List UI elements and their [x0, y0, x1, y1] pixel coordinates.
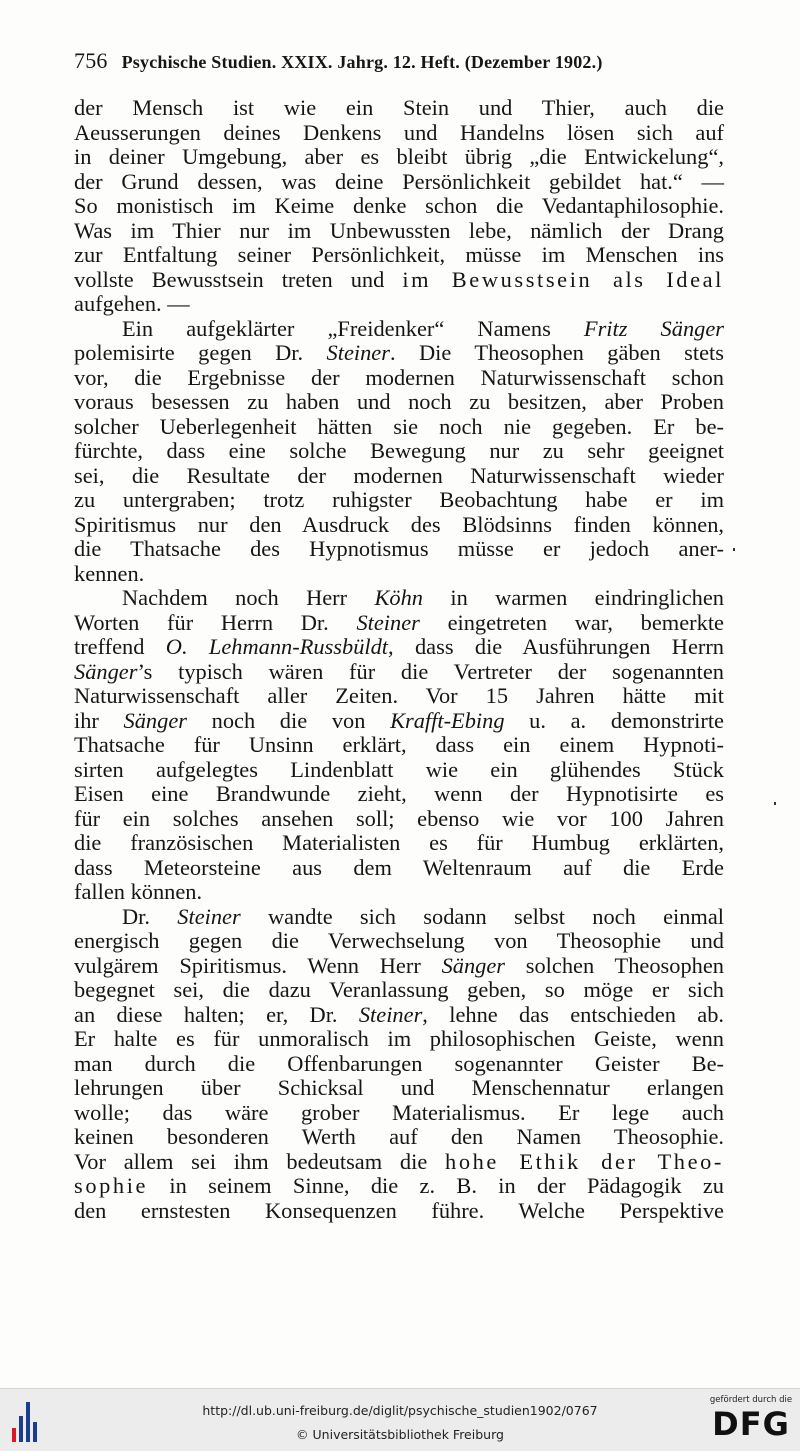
text-span: wolle; das wäre grober Materialismus. Er lege auch: [74, 1099, 724, 1125]
text-line: [74, 758, 724, 783]
spaced-emphasis: sophie: [74, 1173, 149, 1198]
text-line: [74, 709, 724, 734]
body-text: [74, 96, 724, 1223]
text-span: Er halte es für unmoralisch im philosophischen Geiste, wenn: [74, 1026, 724, 1051]
text-line: [74, 415, 724, 440]
text-line: [74, 905, 724, 930]
text-span: solchen Theosophen: [505, 952, 724, 978]
text-span: Nachdem noch Herr: [122, 585, 375, 610]
text-span: die französischen Materialisten es für Humbug erklärten,: [74, 830, 724, 855]
text-span: lehrungen über Schicksal und Menschennatur erlangen: [74, 1075, 724, 1100]
text-line: [74, 782, 724, 807]
text-line: [74, 219, 724, 244]
italic-name: Steiner: [356, 609, 420, 635]
text-span: kennen.: [74, 560, 145, 586]
text-span: man durch die Offenbarungen sogenannter Geister Be-: [74, 1050, 724, 1076]
text-span: an diese halten; er, Dr.: [74, 1001, 359, 1027]
text-line: [74, 243, 724, 268]
spaced-emphasis: hohe Ethik der Theo-: [445, 1148, 724, 1174]
text-span: voraus besessen zu haben und noch zu besitzen, aber Proben: [74, 389, 724, 414]
dfg-logo: DFG: [712, 1405, 790, 1443]
margin-speck: [774, 802, 776, 805]
text-span: die Thatsache des Hypnotismus müsse er jedoch aner-: [74, 536, 724, 561]
italic-name: Sänger: [441, 952, 505, 978]
text-span: Ein aufgeklärter „Freidenker“ Namens: [122, 315, 584, 341]
text-span: eingetreten war, bemerkte: [419, 609, 724, 635]
bottom-edge-scrap: [56, 1377, 526, 1387]
text-span: keinen besonderen Werth auf den Namen Theosophie.: [74, 1124, 724, 1149]
text-span: sei, die Resultate der modernen Naturwissenschaft wieder: [74, 462, 724, 488]
text-span: in deiner Umgebung, aber es bleibt übrig „die Entwickelung“,: [74, 144, 724, 169]
copyright-notice: © Universitätsbibliothek Freiburg: [296, 1427, 504, 1442]
text-span: aufgehen. —: [74, 291, 190, 316]
text-line: [74, 341, 724, 366]
text-span: Vor allem sei ihm bedeutsam die: [74, 1148, 446, 1174]
text-span: noch die von: [186, 707, 391, 733]
text-span: solcher Ueberlegenheit hätten sie noch nie gegeben. Er be-: [74, 413, 724, 439]
text-line: [74, 831, 724, 856]
text-line: [74, 292, 724, 317]
italic-name: Sänger: [74, 658, 138, 684]
text-line: [74, 562, 724, 587]
italic-name: O. Lehmann-Russbüldt: [165, 634, 389, 659]
text-line: [74, 439, 724, 464]
text-span: Dr.: [122, 903, 178, 929]
text-line: [74, 145, 724, 170]
text-line: [74, 121, 724, 146]
text-line: [74, 586, 724, 611]
text-span: wandte sich sodann selbst noch einmal: [240, 903, 725, 929]
text-line: [74, 268, 724, 293]
text-line: [74, 1125, 724, 1150]
text-line: [74, 856, 724, 881]
text-line: [74, 366, 724, 391]
text-span: Was im Thier nur im Unbewussten lebe, nämlich der Drang: [74, 217, 724, 243]
text-span: , lehne das entschieden ab.: [422, 1001, 725, 1027]
text-line: [74, 537, 724, 562]
text-line: [74, 733, 724, 758]
text-line: [74, 807, 724, 832]
text-line: [74, 1027, 724, 1052]
text-line: [74, 611, 724, 636]
running-title: Psychische Studien. XXIX. Jahrg. 12. Heft. (Dezember 1902.): [121, 52, 603, 72]
text-span: den ernstesten Konsequenzen führe. Welche Perspektive: [74, 1197, 724, 1223]
text-span: der Grund dessen, was deine Persönlichkeit gebildet hat.“ —: [74, 168, 724, 194]
text-line: [74, 929, 724, 954]
text-line: [74, 488, 724, 513]
text-span: fallen können.: [74, 879, 203, 904]
text-span: für ein solches ansehen soll; ebenso wie vor 100 Jahren: [74, 805, 724, 831]
text-span: u. a. demonstrirte: [504, 707, 724, 733]
text-line: [74, 684, 724, 709]
text-span: sirten aufgelegtes Lindenblatt wie ein glühendes Stück: [74, 756, 724, 782]
dfg-tagline: gefördert durch die: [709, 1395, 793, 1405]
spaced-emphasis: im Bewusstsein als Ideal: [402, 266, 724, 292]
text-span: zu untergraben; trotz ruhigster Beobachtung habe er im: [74, 487, 724, 512]
text-span: fürchte, dass eine solche Bewegung nur zu sehr geeignet: [74, 438, 724, 463]
italic-name: Steiner: [326, 340, 390, 365]
text-line: [74, 880, 724, 905]
text-span: in seinem Sinne, die z. B. in der Pädagogik zu: [148, 1173, 724, 1198]
margin-speck: [733, 548, 735, 551]
text-span: Worten für Herrn Dr.: [74, 609, 357, 635]
italic-name: Sänger: [123, 707, 187, 733]
text-span: der Mensch ist wie ein Stein und Thier, auch die: [74, 95, 724, 120]
running-header: [74, 48, 724, 74]
text-span: , dass die Ausführungen Herrn: [388, 634, 724, 659]
text-span: vor, die Ergebnisse der modernen Naturwissenschaft schon: [74, 364, 724, 390]
text-line: [74, 1003, 724, 1028]
text-span: in warmen eindringlichen: [423, 585, 724, 610]
italic-name: Krafft-Ebing: [390, 707, 505, 733]
text-line: [74, 1199, 724, 1224]
italic-name: Steiner: [177, 903, 241, 929]
text-line: [74, 660, 724, 685]
text-span: . Die Theosophen gäben stets: [389, 340, 724, 365]
text-span: zur Entfaltung seiner Persönlichkeit, müsse im Menschen ins: [74, 242, 724, 267]
text-span: dass Meteorsteine aus dem Weltenraum auf die Erde: [74, 854, 724, 880]
text-line: [74, 194, 724, 219]
text-span: treffend: [74, 634, 166, 659]
text-span: vulgärem Spiritismus. Wenn Herr: [74, 952, 442, 978]
text-span: Eisen eine Brandwunde zieht, wenn der Hypnotisirte es: [74, 781, 724, 806]
text-span: Naturwissenschaft aller Zeiten. Vor 15 Jahren hätte mit: [74, 683, 724, 708]
text-span: ’s typisch wären für die Vertreter der sogenannten: [137, 658, 724, 684]
text-line: [74, 1101, 724, 1126]
text-span: Spiritismus nur den Ausdruck des Blödsinns finden können,: [74, 511, 724, 537]
text-line: [74, 978, 724, 1003]
text-line: [74, 1052, 724, 1077]
text-span: ihr: [74, 707, 124, 733]
text-line: [74, 1174, 724, 1199]
text-span: So monistisch im Keime denke schon die Vedantaphilosophie.: [74, 193, 724, 218]
text-span: vollste Bewusstsein treten und: [74, 266, 403, 292]
text-line: [74, 96, 724, 121]
italic-name: Steiner: [358, 1001, 423, 1027]
italic-name: Köhn: [374, 585, 423, 610]
italic-name: Fritz Sänger: [583, 315, 724, 341]
text-span: Aeusserungen deines Denkens und Handelns lösen sich auf: [74, 119, 724, 145]
text-line: [74, 954, 724, 979]
text-line: [74, 390, 724, 415]
text-line: [74, 1076, 724, 1101]
text-line: [74, 635, 724, 660]
text-span: polemisirte gegen Dr.: [74, 340, 327, 365]
text-line: [74, 464, 724, 489]
text-span: begegnet sei, die dazu Veranlassung geben, so möge er sich: [74, 977, 724, 1002]
text-line: [74, 513, 724, 538]
page-number: 756: [74, 48, 108, 73]
permalink-link[interactable]: http://dl.ub.uni-freiburg.de/diglit/psychische_studien1902/0767: [202, 1403, 598, 1418]
text-line: [74, 317, 724, 342]
text-span: Thatsache für Unsinn erklärt, dass ein einem Hypnoti-: [74, 732, 724, 757]
text-span: energisch gegen die Verwechselung von Theosophie und: [74, 928, 724, 953]
text-line: [74, 170, 724, 195]
text-line: [74, 1150, 724, 1175]
